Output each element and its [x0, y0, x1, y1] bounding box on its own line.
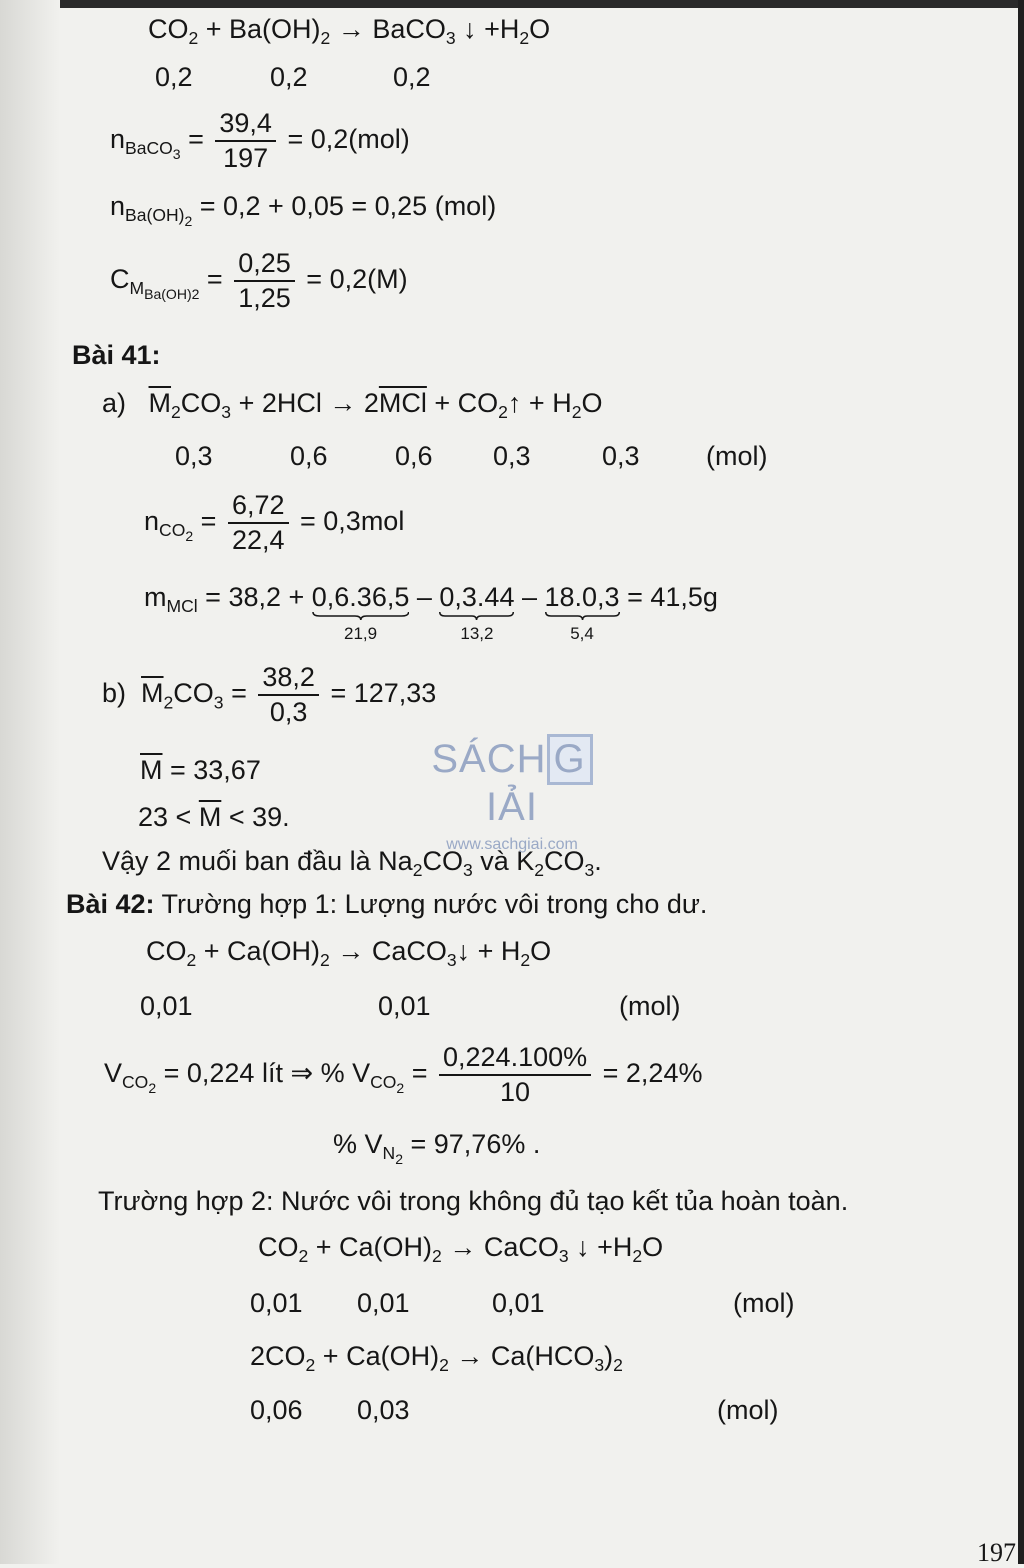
mol-value: 0,06	[250, 1395, 303, 1425]
fraction: $\frac{0,25}{1,25}$	[234, 250, 295, 312]
formula-v-n2: % $V_{N_2} = 97,76\%$ .	[333, 1129, 541, 1168]
case-2-text: Trường hợp 2: Nước vôi trong không đủ tạo kết tủa hoàn toàn.	[98, 1186, 849, 1216]
equation-co2-caoh2-case2: $CO_2 + Ca(OH)_2$ → CaCO$_3$ ↓ $+H_2O$	[258, 1232, 664, 1267]
equation-m2co3-hcl: a) $\overline{M}_2CO_3 + 2HCl \to 2\overline{MCl}$ + $CO_2↑ + H_2O$	[102, 388, 603, 423]
section-heading-bai42: Bài 42: Trường hợp 1: Lượng nước vôi trong cho dư.	[66, 889, 708, 919]
mol-value: 0,3	[602, 441, 640, 471]
section-heading-bai41: Bài 41:	[72, 340, 161, 370]
conclusion-text: Vậy 2 muối ban đầu là $Na_2CO_3$ và $K_2CO_3$.	[102, 846, 602, 881]
formula-m-mcl: $m_{MCl} = 38,2 + 0,6.36,5$ 21,9 – 0,3.44 13,2 – 18.0,3 5,4 = 41,5g	[144, 582, 718, 643]
sachgiai-watermark-logo: SÁCH GIẢI www.sachgiai.com	[412, 734, 612, 854]
formula-m2co3-mass: b) $\overline{M}_2CO_3$ = $\frac{38,2}{0,3}$ = 127,33	[102, 662, 437, 727]
mol-value: 0,3	[493, 441, 531, 471]
mol-unit: (mol)	[733, 1288, 795, 1318]
page-top-border	[0, 0, 1024, 8]
inequality: $23 < \overline{M} < 39$.	[138, 802, 290, 832]
mol-value: 0,6	[395, 441, 433, 471]
mol-value: 0,01	[357, 1288, 410, 1318]
mol-value: 0,01	[378, 991, 431, 1021]
mol-value: 0,2	[270, 62, 308, 92]
equation-co2-caoh2: $CO_2 + Ca(OH)_2$ → CaCO$_3$↓ + $H_2O$	[146, 936, 552, 971]
underbrace-term: 0,6.36,5 21,9	[311, 582, 410, 643]
formula-n-co2: $n_{CO_2}$ = $\frac{6,72}{22,4}$ = 0,3mol	[144, 490, 405, 555]
mol-value: 0,01	[250, 1288, 303, 1318]
mol-value: 0,3	[175, 441, 213, 471]
mol-value: 0,03	[357, 1395, 410, 1425]
underbrace-term: 18.0,3 5,4	[544, 582, 620, 643]
mol-value: 0,6	[290, 441, 328, 471]
mol-value: 0,01	[140, 991, 193, 1021]
underbrace-term: 0,3.44 13,2	[439, 582, 515, 643]
mol-value: 0,2	[393, 62, 431, 92]
fraction: $\frac{0,224.100\%}{10}$	[439, 1044, 591, 1106]
watermark-url: www.sachgiai.com	[446, 836, 578, 853]
formula-n-baoh2: $n_{Ba(OH)_2} = 0,2 + 0,05 = 0,25$ (mol)	[110, 191, 497, 230]
fraction: $\frac{6,72}{22,4}$	[228, 492, 289, 554]
fraction: $\frac{38,2}{0,3}$	[258, 664, 319, 726]
mol-value: 0,01	[492, 1288, 545, 1318]
formula-n-baco3: $n_{BaCO_3}$ = $\frac{39,4}{197}$ = 0,2(mol)	[110, 108, 410, 173]
mol-value: 0,2	[155, 62, 193, 92]
equation-co2-baoh2: $CO_2 + Ba(OH)_2$ → BaCO$_3$ ↓ $+H_2O$	[148, 14, 551, 49]
mol-unit: (mol)	[706, 441, 768, 471]
page-number: 197	[977, 1538, 1016, 1567]
mol-unit: (mol)	[717, 1395, 779, 1425]
formula-cm-baoh2: $C_{M_{Ba(OH)2}}$ = $\frac{0,25}{1,25}$ = 0,2(M)	[110, 248, 408, 313]
page-gutter-shadow	[0, 0, 60, 1564]
equation-2co2-caoh2: $2CO_2 + Ca(OH)_2 \to Ca(HCO_3)_2$	[250, 1341, 623, 1376]
formula-m-bar: $\overline{M} = 33,67$	[140, 755, 261, 785]
page-right-border	[1018, 0, 1024, 1564]
formula-v-co2: $V_{CO_2} = 0,224$ lít ⇒ % $V_{CO_2}$ = $\frac{0,224.100\%}{10}$ = 2,24%	[104, 1042, 703, 1107]
mol-unit: (mol)	[619, 991, 681, 1021]
fraction: $\frac{39,4}{197}$	[215, 110, 276, 172]
